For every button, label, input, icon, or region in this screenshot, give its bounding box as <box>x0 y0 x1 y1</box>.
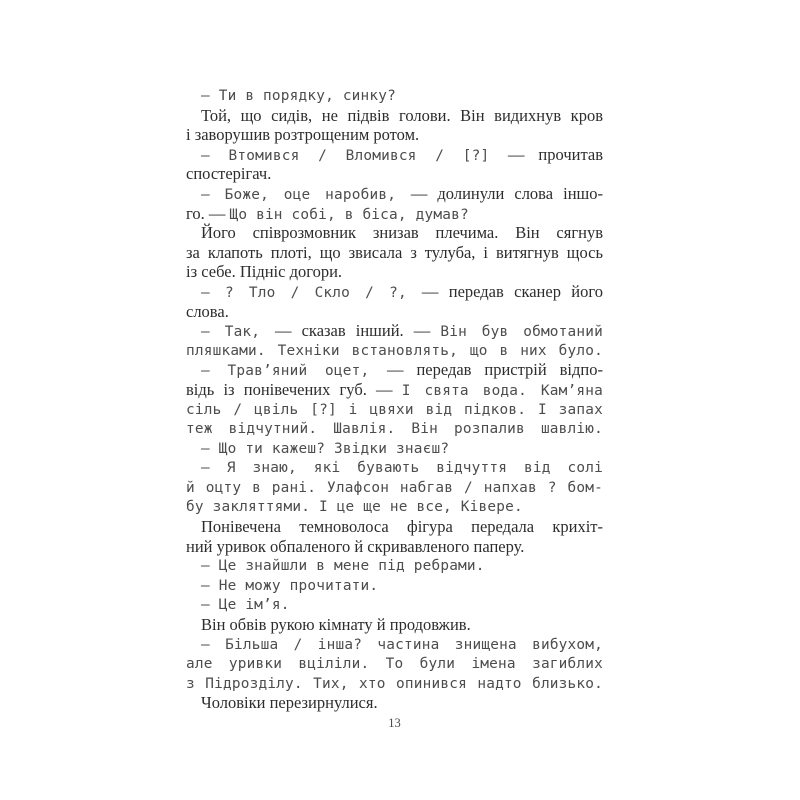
text-segment-serif: — сказав інший. — <box>275 321 441 341</box>
text-segment-mono: І свята вода. Кам’яна <box>401 382 603 399</box>
text-segment-serif: за клапоть плоті, що звисала з тулуба, і витягнув щось <box>186 242 603 262</box>
text-segment-mono: пляшками. Техніки встановлять, що в них було. <box>186 342 603 359</box>
text-segment-serif: — долинули слова іншо- <box>410 183 603 203</box>
text-line <box>186 360 603 380</box>
text-segment-serif: відь із понівечених губ. — <box>186 379 402 399</box>
text-line <box>186 341 603 361</box>
text-line <box>186 497 603 517</box>
text-line <box>186 576 603 596</box>
text-line <box>186 615 603 635</box>
text-line <box>186 517 603 537</box>
text-segment-mono: бу закляттями. І це ще не все, Ківере. <box>186 499 523 516</box>
text-line <box>186 125 603 145</box>
text-segment-serif: — прочитав <box>508 144 603 164</box>
text-segment-mono: — Це знайшли в мене під ребрами. <box>201 558 485 575</box>
text-segment-serif: спостерігач. <box>186 164 272 184</box>
text-segment-mono: — ? Тло / Скло / ?, <box>201 284 422 301</box>
text-line <box>186 478 603 498</box>
text-segment-mono: — Так, <box>201 324 275 341</box>
text-segment-serif: і заворушив розтрощеним ротом. <box>186 125 420 145</box>
text-segment-mono: але уривки вціліли. То були імена загиблих <box>186 656 603 673</box>
text-line <box>186 243 603 263</box>
text-line <box>186 262 603 282</box>
text-segment-serif: ний уривок обпаленого й скривавленого паперу. <box>186 536 525 556</box>
text-line <box>186 595 603 615</box>
text-line <box>186 458 603 478</box>
text-line <box>186 674 603 694</box>
text-line <box>186 321 603 341</box>
text-segment-serif: Чоловіки перезирнулися. <box>201 693 378 713</box>
text-segment-serif: із себе. Підніс догори. <box>186 262 343 282</box>
text-segment-mono: сіль / цвіль [?] і цвяхи від підков. І запах <box>186 401 603 418</box>
text-segment-mono: — Трав’яний оцет, <box>201 363 387 380</box>
text-segment-mono: — Більша / інша? частина знищена вибухом, <box>201 636 603 653</box>
text-line <box>186 204 603 224</box>
text-line <box>186 537 603 557</box>
text-line <box>186 106 603 126</box>
text-line <box>186 223 603 243</box>
text-segment-serif: Понівечена темноволоса фігура передала крихіт- <box>201 517 603 537</box>
text-segment-serif: Той, що сидів, не підвів голови. Він видихнув кров <box>201 105 603 125</box>
text-line <box>186 282 603 302</box>
text-line <box>186 419 603 439</box>
text-segment-mono: теж відчутний. Шавлія. Він розпалив шавлію. <box>186 421 603 438</box>
text-line <box>186 145 603 165</box>
text-segment-serif: — передав пристрій відпо- <box>387 360 603 380</box>
text-line <box>186 693 603 713</box>
text-line <box>186 635 603 655</box>
text-line <box>186 439 603 459</box>
text-segment-serif: Його співрозмовник знизав плечима. Він сягнув <box>201 223 603 243</box>
text-line <box>186 380 603 400</box>
text-line <box>186 164 603 184</box>
text-segment-mono: — Ти в порядку, синку? <box>201 88 397 104</box>
text-segment-mono: — Втомився / Вломився / [?] <box>201 147 508 164</box>
text-segment-mono: — Я знаю, які бувають відчуття від солі <box>201 460 603 477</box>
text-segment-serif: Він обвів рукою кімнату й продовжив. <box>201 615 471 635</box>
text-line <box>186 86 603 106</box>
text-segment-mono: — Що ти кажеш? Звідки знаєш? <box>201 440 450 457</box>
text-segment-mono: й оцту в рані. Улафсон набгав / напхав ? бом- <box>186 479 603 496</box>
text-line <box>186 654 603 674</box>
text-segment-serif: го. — <box>186 203 230 223</box>
text-line <box>186 400 603 420</box>
text-line <box>186 556 603 576</box>
text-segment-serif: слова. <box>186 301 229 321</box>
text-segment-mono: — Це ім’я. <box>201 597 290 614</box>
text-segment-mono: Він був обмотаний <box>440 324 603 341</box>
text-column <box>186 86 603 713</box>
text-segment-mono: — Не можу прочитати. <box>201 577 379 594</box>
text-segment-mono: — Боже, оце наробив, <box>201 186 411 203</box>
text-line <box>186 302 603 322</box>
page-number: 13 <box>388 716 401 730</box>
text-segment-mono: Що він собі, в біса, думав? <box>229 206 469 223</box>
text-segment-mono: з Підрозділу. Тих, хто опинився надто близько. <box>186 675 603 692</box>
text-line <box>186 184 603 204</box>
text-segment-serif: — передав сканер його <box>421 281 603 301</box>
